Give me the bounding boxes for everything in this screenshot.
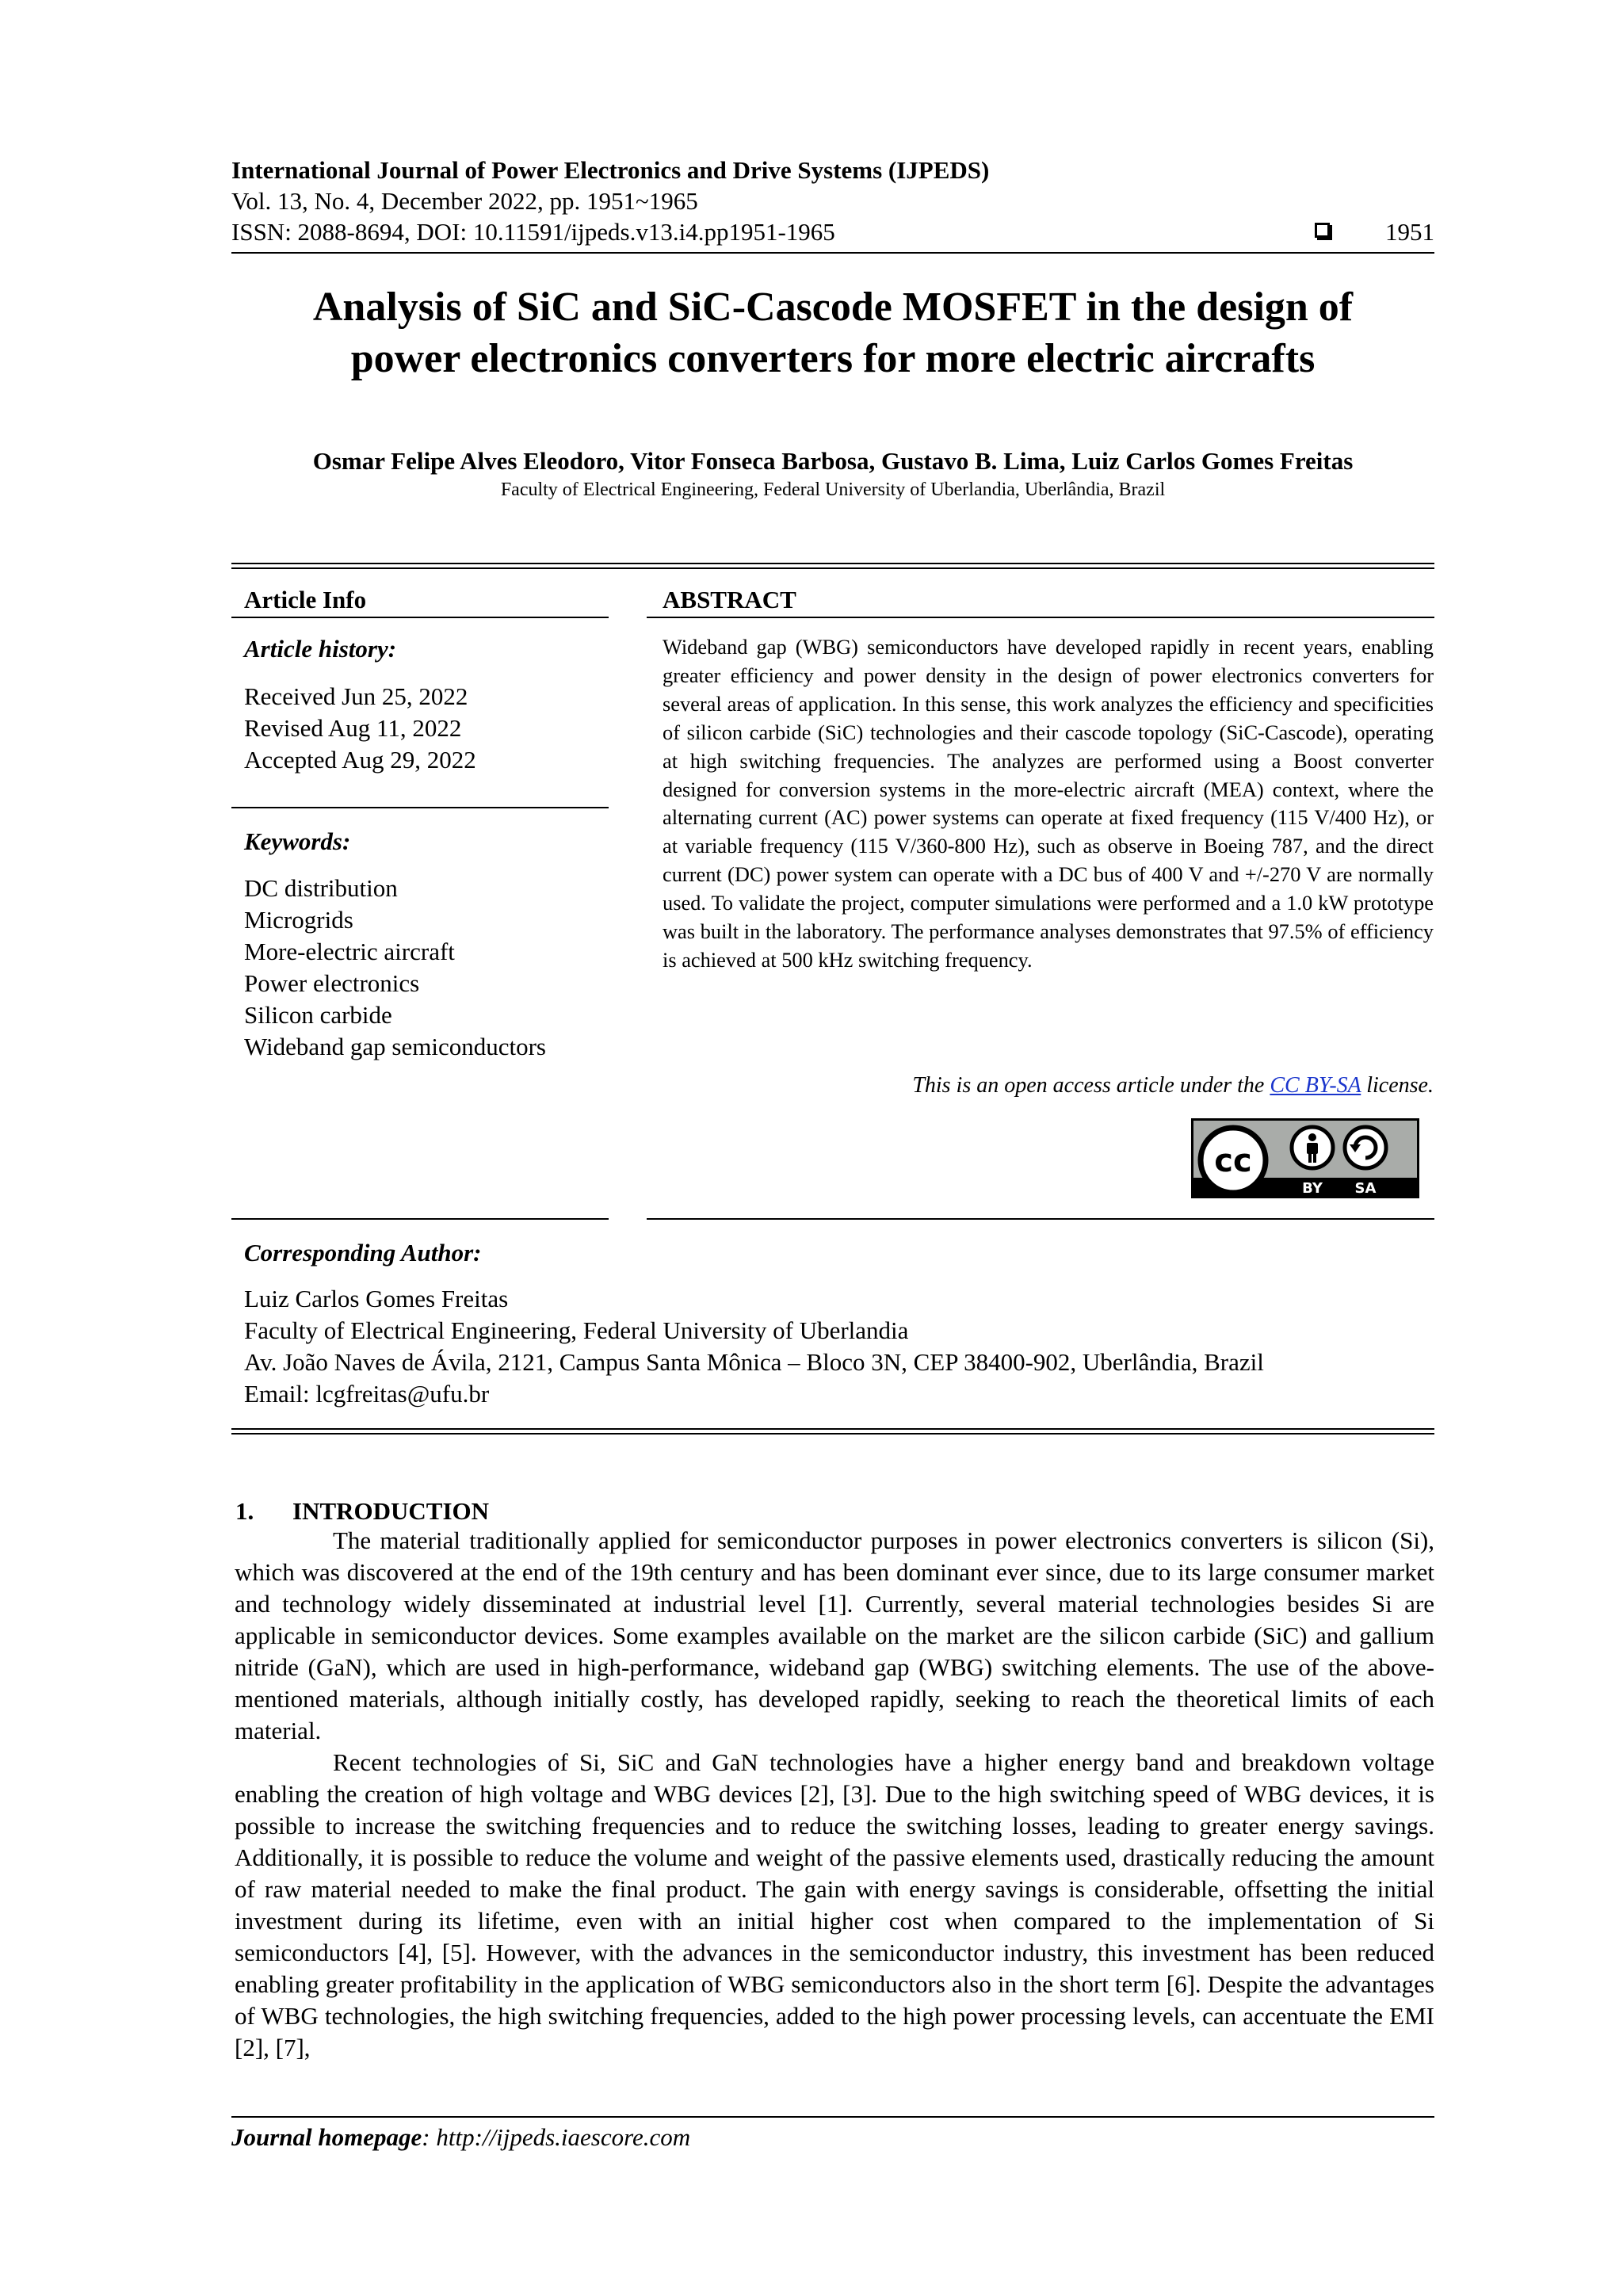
footer-label: Journal homepage xyxy=(231,2123,422,2151)
front-matter-top-rule xyxy=(231,563,1434,564)
svg-text:cc: cc xyxy=(1214,1143,1252,1179)
badge-sa-label: SA xyxy=(1354,1180,1377,1197)
page-number: 1951 xyxy=(1385,218,1434,246)
keyword-item: Wideband gap semiconductors xyxy=(244,1033,546,1060)
introduction-paragraph-2: Recent technologies of Si, SiC and GaN technologies have a higher energy band and breakdown voltage enabling the creation of high voltage and WBG devices [2], [3]. Due to the high switching speed of WBG devices, it is possible to increase the switching frequencies and to reduce the switching losses, leading to greater energy savings. Additionally, it is possible to reduce the volume and weight of the passive elements used, drastically reducing the amount of raw material needed to make the final product. The gain with energy savings is considerable, offsetting the initial investment during its lifetime, even with an initial higher cost when compared to the implementation of Si semiconductors [4], [5]. However, with the advances in the semiconductor industry, this investment has been reduced enabling greater profitability in the application of WBG semiconductors also in the short term [6]. Despite the advantages of WBG technologies, the high switching frequencies, added to the high power processing levels, can accentuate the EMI [2], [7], xyxy=(235,1748,1434,2061)
keyword-item: More-electric aircraft xyxy=(244,938,455,965)
corresponding-email: Email: lcgfreitas@ufu.br xyxy=(244,1380,490,1408)
revised-date: Revised Aug 11, 2022 xyxy=(244,714,462,742)
article-info-heading: Article Info xyxy=(244,586,367,613)
paper-title-line-2: power electronics converters for more electric aircrafts xyxy=(350,336,1316,381)
accepted-date: Accepted Aug 29, 2022 xyxy=(244,746,476,774)
abstract-heading: ABSTRACT xyxy=(663,586,796,613)
license-suffix: license. xyxy=(1361,1073,1434,1098)
keyword-item: Microgrids xyxy=(244,906,353,934)
keywords-rule xyxy=(231,807,609,808)
square-bullet-icon xyxy=(1315,223,1330,238)
journal-issn-doi: ISSN: 2088-8694, DOI: 10.11591/ijpeds.v13.i4.pp1951-1965 xyxy=(231,218,835,246)
corresponding-author-heading: Corresponding Author: xyxy=(244,1239,482,1266)
corresponding-name: Luiz Carlos Gomes Freitas xyxy=(244,1285,509,1312)
header-rule xyxy=(231,252,1434,254)
corresponding-address: Av. João Naves de Ávila, 2121, Campus Santa Mônica – Bloco 3N, CEP 38400-902, Uberlândia, Brazil xyxy=(244,1348,1264,1376)
article-info-bottom-rule xyxy=(231,1218,609,1220)
author-list: Osmar Felipe Alves Eleodoro, Vitor Fonseca Barbosa, Gustavo B. Lima, Luiz Carlos Gomes Freitas xyxy=(312,447,1354,475)
journal-volume: Vol. 13, No. 4, December 2022, pp. 1951~1965 xyxy=(231,187,698,215)
cc-by-sa-link[interactable]: CC BY-SA xyxy=(1270,1073,1361,1098)
article-history-list xyxy=(244,681,476,776)
author-affiliation: Faculty of Electrical Engineering, Federal University of Uberlandia, Uberlândia, Brazil xyxy=(500,479,1166,500)
license-statement xyxy=(663,1072,1434,1099)
corresponding-author-details xyxy=(244,1283,1264,1410)
abstract-bottom-rule xyxy=(647,1218,1434,1220)
paper-title xyxy=(231,281,1434,384)
cc-by-sa-badge xyxy=(1191,1118,1419,1198)
abstract-rule xyxy=(647,617,1434,618)
article-info-rule xyxy=(231,617,609,618)
share-alike-icon xyxy=(1345,1127,1386,1168)
abstract-text: Wideband gap (WBG) semiconductors have developed rapidly in recent years, enabling greater efficiency and power density in the design of power electronics converters for several areas of application. In this sense, this work analyzes the efficiency and specificities of silicon carbide (SiC) technologies and their cascode topology (SiC-Cascode), operating at high switching frequencies. The analyzes are performed using a Boost converter designed for conversion systems in the more-electric aircraft (MEA) context, where the alternating current (AC) power systems can operate at fixed frequency (115 V/400 Hz), or at variable frequency (115 V/360-800 Hz), such as observe in Boeing 787, and the direct current (DC) power system can operate with a DC bus of 400 V and +/-270 V are normally used. To validate the project, computer simulations were performed and a 1.0 kW prototype was built in the laboratory. The performance analyses demonstrates that 97.5% of efficiency is achieved at 500 kHz switching frequency. xyxy=(663,635,1434,972)
badge-by-label: BY xyxy=(1302,1180,1323,1197)
keywords-heading: Keywords: xyxy=(244,827,351,855)
keyword-item: Power electronics xyxy=(244,969,420,997)
journal-name: International Journal of Power Electronics and Drive Systems (IJPEDS) xyxy=(231,156,990,184)
keyword-item: DC distribution xyxy=(244,874,398,902)
section-number: 1. xyxy=(235,1497,254,1525)
introduction-paragraph-1: The material traditionally applied for semiconductor purposes in power electronics converters is silicon (Si), which was discovered at the end of the 19th century and has been dominant ever since, due to its large consumer market and technology widely disseminated at industrial level [1]. Currently, several material technologies besides Si are applicable in semiconductor devices. Some examples available on the market are the silicon carbide (SiC) and gallium nitride (GaN), which are used in high-performance, wideband gap (WBG) switching elements. The use of the above-mentioned materials, although initially costly, has developed rapidly, seeking to reach the theoretical limits of each material. xyxy=(235,1526,1434,1744)
front-matter-bottom-rule-2 xyxy=(231,1433,1434,1435)
attribution-icon xyxy=(1292,1127,1333,1168)
front-matter-bottom-rule xyxy=(231,1428,1434,1430)
received-date: Received Jun 25, 2022 xyxy=(244,682,468,710)
cc-icon xyxy=(1201,1128,1266,1193)
front-matter-top-rule-2 xyxy=(231,567,1434,569)
footer-rule xyxy=(231,2116,1434,2118)
section-title: INTRODUCTION xyxy=(292,1497,490,1525)
license-prefix: This is an open access article under the xyxy=(912,1073,1270,1098)
keywords-list xyxy=(244,873,546,1063)
introduction-body xyxy=(235,1525,1434,2064)
corresponding-dept: Faculty of Electrical Engineering, Federal University of Uberlandia xyxy=(244,1316,909,1344)
keyword-item: Silicon carbide xyxy=(244,1001,392,1029)
paper-title-line-1: Analysis of SiC and SiC-Cascode MOSFET in the design of xyxy=(312,285,1354,330)
article-history-heading: Article history: xyxy=(244,635,397,663)
introduction-heading xyxy=(235,1496,489,1526)
journal-homepage-url[interactable]: : http://ijpeds.iaescore.com xyxy=(422,2123,691,2151)
journal-homepage xyxy=(231,2122,690,2153)
